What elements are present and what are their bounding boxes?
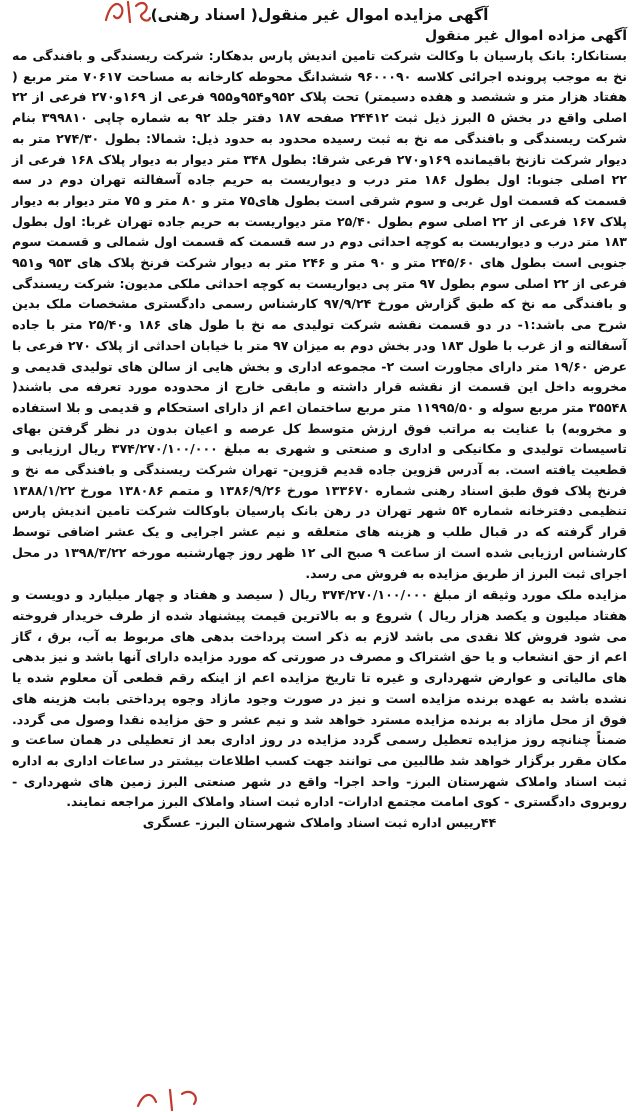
notice-signature: ۴۴رییس اداره ثبت اسناد واملاک شهرستان البرز- عسگری [142,815,497,831]
notice-heading: آگهی مزاده اموال غیر منقول [424,28,627,44]
handwritten-mark-bottom-icon [130,1084,210,1112]
handwritten-mark-icon [100,0,154,28]
notice-title: آگهی مزایده اموال غیر منقول( اسناد رهنی) [150,6,489,24]
notice-paragraph-1: بستانکار: بانک پارسیان با وکالت شرکت تامین اندیش پارس بدهکار: شرکت ریسندگی و بافندگی مه نخ به موجب پرونده اجرائی کلاسه ۹۶۰۰۰۹۰ ششدانگ محوطه کارخانه به مساحت ۷۰۶۱۷ متر مربع ( هفتاد هزار متر و ششصد و هفده دسیمتر) تحت پلاک ۹۵۲و۹۵۴و۹۵۵ فرعی از ۱۶۹و۲۷۰ فرعی از ۲۲ اصلی واقع در بخش ۵ البرز ذیل ثبت ۲۴۴۱۲ صفحه ۱۸۷ دفتر جلد ۹۲ به شماره چاپی ۳۹۹۸۱۰ بنام شرکت ریسندگی و بافندگی مه نخ به ثبت رسیده محدود به حدود ذیل: شمالا: بطول ۲۷۴/۳۰ متر به دیوار شرکت نازنخ باقیمانده ۱۶۹و۲۷۰ فرعی شرقا: بطول ۳۴۸ متر دیوار به دیوار پلاک ۱۶۸ فرعی از ۲۲ اصلی جنوبا: اول بطول ۱۸۶ متر درب و دیواریست به حریم جاده آسفالته تهران دوم در سه قسمت که قسمت اول غربی و سوم شرقی است بطول های۷۵ متر و ۸۰ متر و ۷۵ متر دیوار به دیوار پلاک ۱۶۷ فرعی از ۲۲ اصلی سوم بطول ۲۵/۴۰ متر دیواریست به حریم جاده تهران غربا: اول بطول ۱۸۳ متر درب و دیواریست به کوچه احداثی دوم در سه قسمت که قسمت اول شمالی و قسمت سوم جنوبی است بطول های ۲۴۵/۶۰ متر و ۹۰ متر و ۲۴۶ متر به دیوار شرکت فرنخ پلاک های ۹۵۳ و۹۵۱ فرعی از ۲۲ اصلی سوم بطول ۹۷ متر پی دیواریست به کوچه احداثی ملکی مدیون: شرکت ریسندگی و بافندگی مه نخ که طبق گزارش مورخ ۹۷/۹/۲۴ کارشناس رسمی دادگستری مشخصات ملک بدین شرح می باشد:۱- در دو قسمت نقشه شرکت تولیدی مه نخ با طول های ۱۸۶ و۲۵/۴۰ متر با جاده آسفالته و از غرب با طول ۱۸۳ ودر بخش دوم به میزان ۹۷ متر با خیابان احداثی از پلاک ۲۷۰ فرعی با عرض ۱۹/۶۰ متر دارای مجاورت است ۲- مجموعه اداری و بخش هایی از سالن های تولیدی قدیمی و مخروبه داخل این قسمت از نقشه قرار داشته و مابقی خارج از محدوده مورد تعرفه می باشند( ۳۵۵۴۸ متر مربع سوله و ۱۱۹۹۵/۵۰ متر مربع ساختمان اعم از دارای استحکام و قدیمی و بلا استفاده و مخروبه) با عنایت به مراتب فوق ارزش متوسط کل عرصه و اعیان بدون در نظر گرفتن بهای تاسیسات تولیدی و مکانیکی و اداری و صنعتی و شهری به مبلغ ۳۷۴/۲۷۰/۱۰۰/۰۰۰ ریال ارزیابی و قطعیت یافته است. به آدرس قزوین جاده قدیم قزوین- تهران شرکت ریسندگی و بافندگی مه نخ و فرنخ پلاک فوق طبق اسناد رهنی شماره ۱۳۳۶۷۰ مورخ ۱۳۸۶/۹/۲۶ و متمم ۱۳۸۰۸۶ مورخ ۱۳۸۸/۱/۲۲ تنظیمی دفترخانه شماره ۵۴ شهر تهران در رهن بانک پارسیان باوکالت شرکت تامین اندیش پارس قرار گرفته که در قبال طلب و هزینه های متعلقه و نیم عشر اجرایی و یک عشر اضافی توسط کارشناس ارزیابی شده است از ساعت ۹ صبح الی ۱۲ ظهر روز چهارشنبه مورخه ۱۳۹۸/۳/۲۲ در محل اجرای ثبت البرز از طریق مزایده به فروش می رسد. [12,48,628,581]
notice-paragraph-2: مزایده ملک مورد وثیقه از مبلغ ۳۷۴/۲۷۰/۱۰۰/۰۰۰ ریال ( سیصد و هفتاد و چهار میلیارد و دویست و هفتاد میلیون و یکصد هزار ریال ) شروع و به بالاترین قیمت پیشنهاد شده از طرف خریدار فروخته می شود فروش کلا نقدی می باشد لازم به ذکر است پرداخت بدهی های مربوط به آب، برق ، گاز اعم از حق انشعاب و یا حق اشتراک و مصرف در صورتی که مورد مزایده دارای آنها باشد و نیز بدهی های مالیاتی و عوارض شهرداری و غیره تا تاریخ مزایده اعم از اینکه رقم قطعی آن معلوم شده یا نشده باشد به عهده برنده مزایده است و نیز در صورت وجود مازاد وجوه پرداختی بابت هزینه های فوق از محل مازاد به برنده مزایده مسترد خواهد شد و نیم عشر و حق مزایده نقدا وصول می گردد. ضمناً چنانچه روز مزایده تعطیل رسمی گردد مزایده در روز اداری بعد از تعطیلی در همان ساعت و مکان مقرر برگزار خواهد شد طالبین می توانند جهت کسب اطلاعات بیشتر در ساعات اداری به اداره ثبت اسناد واملاک شهرستان البرز- واحد اجرا- واقع در شهر صنعتی البرز زمین های شهرداری - روبروی دادگستری - کوی امامت مجتمع ادارات- اداره ثبت اسناد واملاک البرز مراجعه نمایند. [12,587,627,810]
